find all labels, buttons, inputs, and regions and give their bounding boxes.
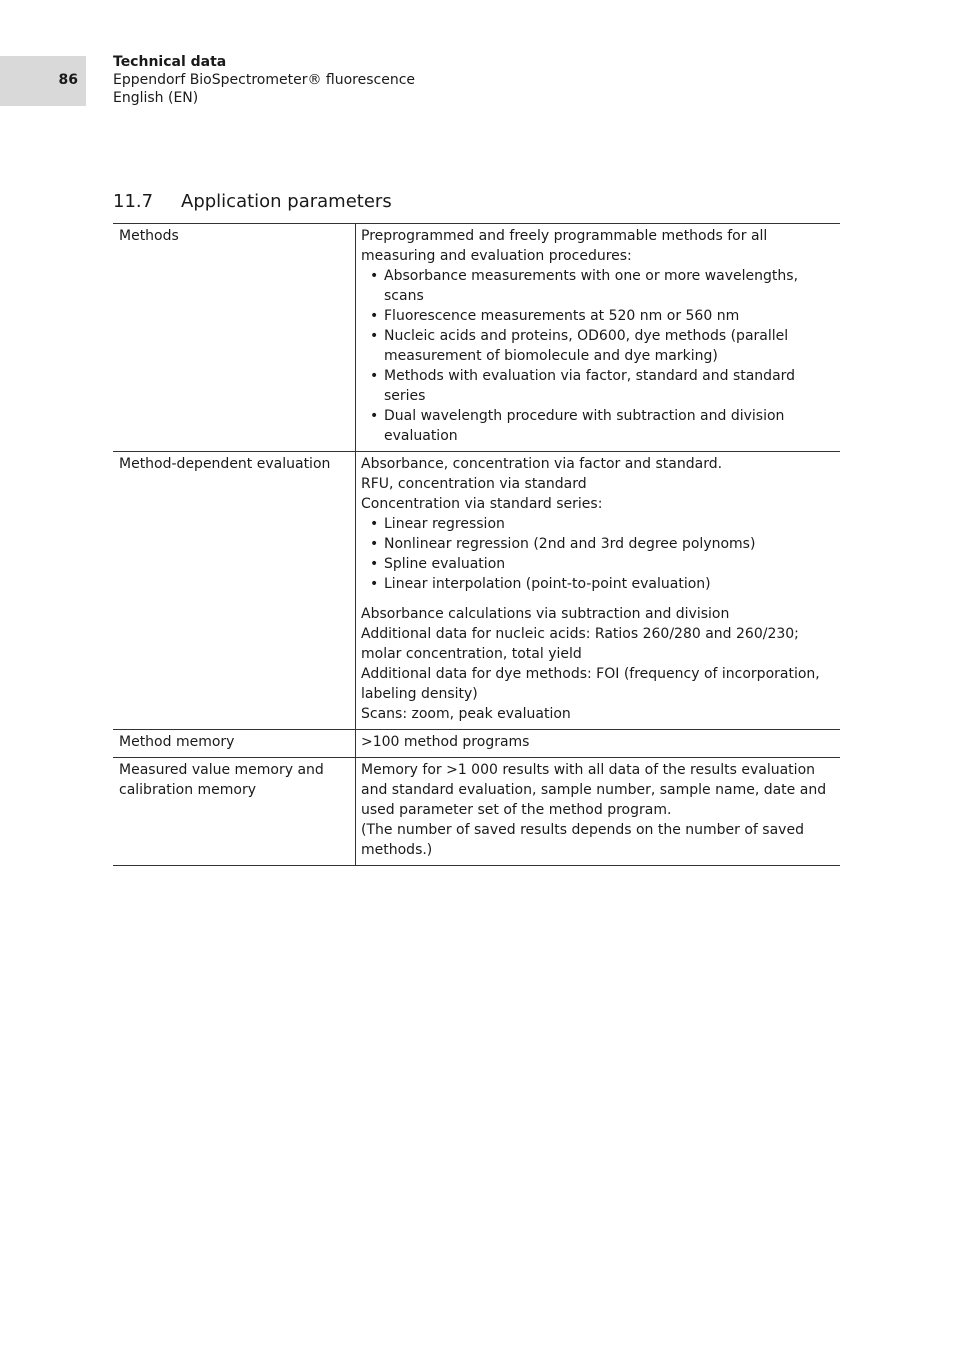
value-text: Concentration via standard series: xyxy=(361,496,603,512)
page-number: 86 xyxy=(58,72,78,88)
value-text: Absorbance calculations via subtraction and division xyxy=(361,606,730,622)
application-parameters-table xyxy=(113,223,840,866)
list-item: • Linear regression xyxy=(370,514,834,534)
row-value xyxy=(356,758,841,866)
bullet-list xyxy=(361,514,834,594)
table-row xyxy=(113,452,840,730)
value-text: RFU, concentration via standard xyxy=(361,476,587,492)
row-label: Measured value memory and calibration memory xyxy=(113,758,356,866)
value-text: (The number of saved results depends on the number of saved methods.) xyxy=(361,822,804,858)
value-text: Additional data for nucleic acids: Ratios 260/280 and 260/230; molar concentration, total yield xyxy=(361,626,799,662)
list-item: • Methods with evaluation via factor, standard and standard series xyxy=(370,366,834,406)
running-header xyxy=(113,53,415,107)
table-row xyxy=(113,224,840,452)
list-item: • Nonlinear regression (2nd and 3rd degree polynoms) xyxy=(370,534,834,554)
row-label: Methods xyxy=(113,224,356,452)
bullet-list xyxy=(361,266,834,446)
value-text: Memory for >1 000 results with all data of the results evaluation and standard evaluation, sample number, sample name, date and used parameter set of the method program. xyxy=(361,762,827,818)
value-text: Scans: zoom, peak evaluation xyxy=(361,706,571,722)
value-text: Absorbance, concentration via factor and standard. xyxy=(361,456,723,472)
row-value: >100 method programs xyxy=(356,730,841,758)
list-item: • Fluorescence measurements at 520 nm or 560 nm xyxy=(370,306,834,326)
language-label: English (EN) xyxy=(113,90,199,106)
row-label: Method memory xyxy=(113,730,356,758)
list-item: • Linear interpolation (point-to-point evaluation) xyxy=(370,574,834,594)
chapter-title: Technical data xyxy=(113,54,227,70)
section-title: Application parameters xyxy=(181,191,392,212)
row-value xyxy=(356,224,841,452)
section-number: 11.7 xyxy=(113,191,154,212)
spacer xyxy=(361,594,834,604)
value-text: Preprogrammed and freely programmable methods for all measuring and evaluation procedures: xyxy=(361,228,768,264)
list-item: • Spline evaluation xyxy=(370,554,834,574)
value-text: Additional data for dye methods: FOI (frequency of incorporation, labeling density) xyxy=(361,666,820,702)
list-item: • Dual wavelength procedure with subtraction and division evaluation xyxy=(370,406,834,446)
list-item: • Nucleic acids and proteins, OD600, dye methods (parallel measurement of biomolecule and dye marking) xyxy=(370,326,834,366)
section-heading xyxy=(113,190,392,214)
table-row xyxy=(113,730,840,758)
product-name: Eppendorf BioSpectrometer® fluorescence xyxy=(113,72,416,88)
row-value xyxy=(356,452,841,730)
row-label: Method-dependent evaluation xyxy=(113,452,356,730)
table-row xyxy=(113,758,840,866)
list-item: • Absorbance measurements with one or more wavelengths, scans xyxy=(370,266,834,306)
